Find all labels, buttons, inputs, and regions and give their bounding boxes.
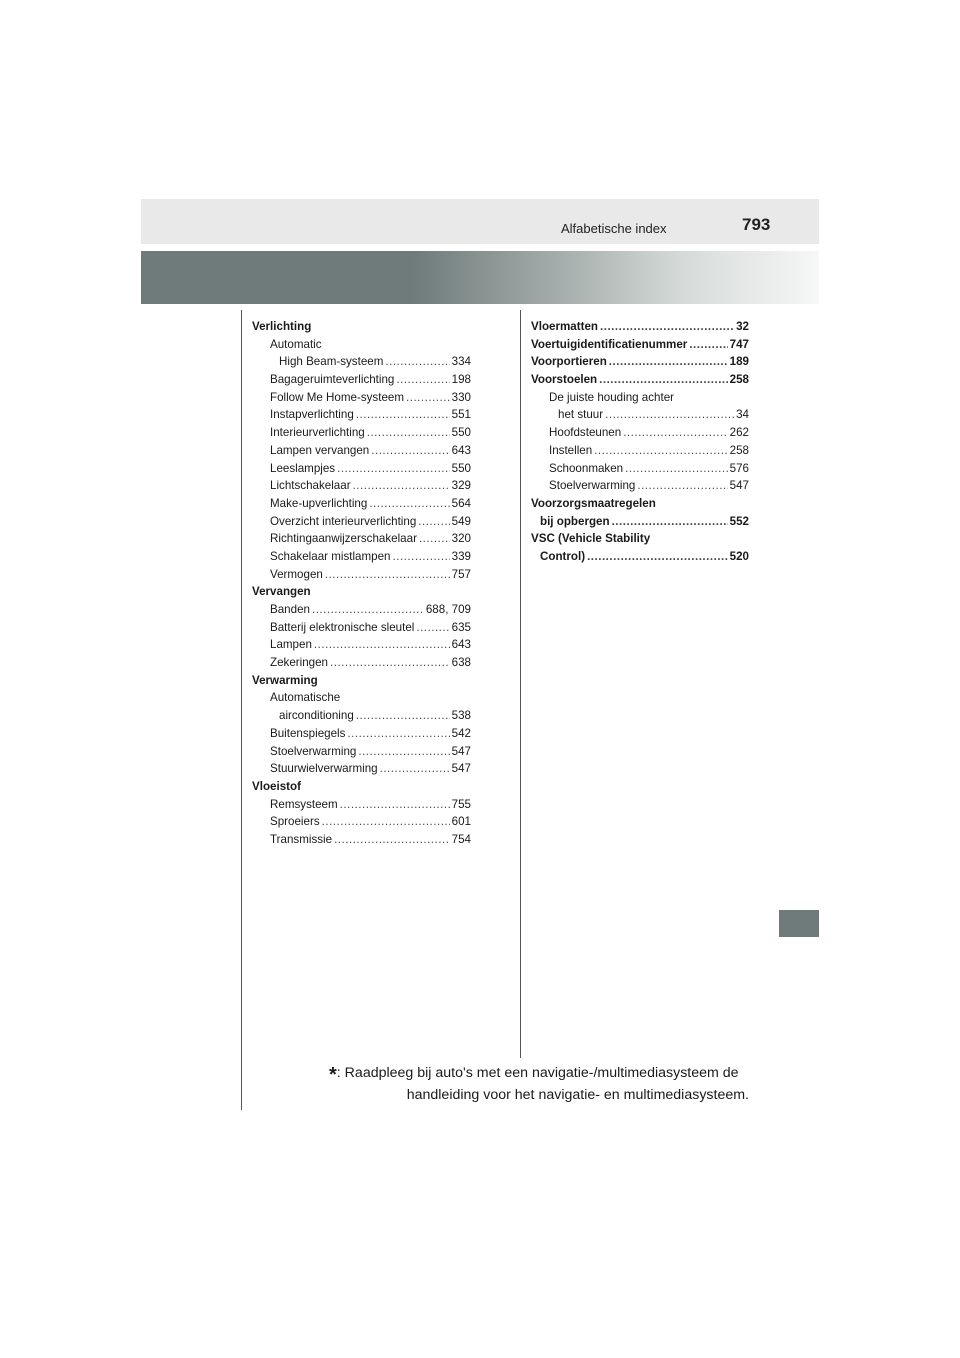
index-term: Voorportieren	[531, 355, 607, 369]
footnote	[329, 1063, 749, 1105]
index-page-ref: 320	[451, 532, 471, 546]
dot-leader	[312, 601, 424, 619]
index-page-ref: 747	[729, 337, 749, 351]
index-entry	[252, 725, 471, 743]
footnote-line-2: handleiding voor het navigatie- en multimediasysteem.	[406, 1087, 749, 1103]
index-entry	[252, 831, 471, 849]
index-entry	[252, 566, 471, 584]
index-page-ref: 552	[729, 514, 749, 528]
index-page-ref: 643	[451, 638, 471, 652]
index-entry	[252, 477, 471, 495]
index-term: Sproeiers	[270, 815, 320, 829]
index-page-ref: 538	[451, 709, 471, 723]
dot-leader	[623, 424, 727, 442]
index-term: Vloeistof	[252, 779, 301, 793]
index-entry	[531, 530, 749, 548]
index-term: Bagageruimteverlichting	[270, 373, 395, 387]
index-page-ref: 189	[729, 355, 749, 369]
index-entry	[252, 583, 471, 601]
index-entry	[252, 672, 471, 690]
index-term: Richtingaanwijzerschakelaar	[270, 532, 417, 546]
index-entry	[531, 318, 749, 336]
index-page-ref: 564	[451, 496, 471, 510]
index-page-ref: 635	[451, 620, 471, 634]
index-entry	[252, 353, 471, 371]
index-page-ref: 547	[451, 762, 471, 776]
index-entry	[252, 460, 471, 478]
index-page-ref: 638	[451, 656, 471, 670]
index-page-ref: 547	[451, 744, 471, 758]
index-entry	[252, 778, 471, 796]
index-term: Stuurwielverwarming	[270, 762, 378, 776]
index-page-ref: 329	[451, 479, 471, 493]
dot-leader	[689, 336, 727, 354]
index-term: Schoonmaken	[549, 461, 624, 475]
index-page-ref: 262	[729, 426, 749, 440]
index-entry	[531, 548, 749, 566]
dot-leader	[325, 566, 450, 584]
index-term: Vermogen	[270, 567, 323, 581]
chapter-side-tab	[779, 910, 819, 937]
index-entry	[531, 460, 749, 478]
index-entry	[252, 654, 471, 672]
dot-leader	[353, 477, 450, 495]
index-term: Instellen	[549, 443, 593, 457]
left-margin-rule	[241, 310, 242, 1110]
dot-leader	[396, 371, 449, 389]
index-term: Voertuigidentificatienummer	[531, 337, 688, 351]
section-title: Alfabetische index	[561, 221, 667, 236]
header-band	[141, 199, 819, 244]
index-entry	[531, 513, 749, 531]
dot-leader	[330, 654, 450, 672]
index-entry	[252, 530, 471, 548]
index-entry	[531, 442, 749, 460]
index-page-ref: 258	[729, 443, 749, 457]
index-page-ref: 688, 709	[425, 603, 471, 616]
footnote-marker: *	[329, 1064, 337, 1086]
index-term: De juiste houding achter	[549, 390, 675, 404]
index-page-ref: 32	[736, 320, 749, 333]
index-page-ref: 339	[451, 549, 471, 563]
index-page-ref: 547	[729, 479, 749, 493]
index-term: Voorstoelen	[531, 373, 598, 387]
index-page-ref: 757	[451, 567, 471, 581]
index-term: Remsysteem	[270, 797, 338, 811]
index-entry	[252, 442, 471, 460]
index-entry	[252, 689, 471, 707]
index-entry	[252, 424, 471, 442]
index-entry	[531, 336, 749, 354]
dot-leader	[406, 389, 450, 407]
index-term: Voorzorgsmaatregelen	[531, 496, 656, 510]
index-page-ref: 755	[451, 797, 471, 811]
index-entry	[252, 619, 471, 637]
dot-leader	[334, 831, 450, 849]
index-page-ref: 643	[451, 443, 471, 457]
dot-leader	[385, 353, 449, 371]
index-entry	[531, 495, 749, 513]
decorative-gradient-bar	[141, 251, 819, 304]
dot-leader	[347, 725, 449, 743]
index-term: Buitenspiegels	[270, 726, 346, 740]
index-entry	[252, 813, 471, 831]
index-term: Lampen vervangen	[270, 443, 370, 457]
index-term: Hoofdsteunen	[549, 426, 622, 440]
index-entry	[252, 336, 471, 354]
index-column-right	[531, 318, 749, 566]
index-page-ref: 334	[451, 355, 471, 369]
dot-leader	[416, 619, 449, 637]
column-divider	[520, 310, 521, 1058]
index-term: Stoelverwarming	[549, 479, 636, 493]
dot-leader	[637, 477, 727, 495]
index-page-ref: 542	[451, 726, 471, 740]
index-term: Stoelverwarming	[270, 744, 357, 758]
index-term: Lampen	[270, 638, 312, 652]
index-term: Schakelaar mistlampen	[270, 549, 391, 563]
dot-leader	[419, 530, 450, 548]
index-term: Lichtschakelaar	[270, 479, 351, 493]
index-page-ref: 258	[729, 373, 749, 387]
index-page-ref: 520	[729, 549, 749, 563]
index-entry	[252, 601, 471, 619]
dot-leader	[594, 442, 727, 460]
dot-leader	[314, 636, 450, 654]
index-page-ref: 198	[451, 373, 471, 387]
dot-leader	[600, 318, 734, 336]
dot-leader	[393, 548, 450, 566]
index-term: bij opbergen	[540, 514, 610, 528]
index-term: Verwarming	[252, 673, 318, 687]
index-entry	[252, 406, 471, 424]
index-entry	[252, 318, 471, 336]
dot-leader	[612, 513, 728, 531]
index-term: het stuur	[558, 408, 604, 422]
dot-leader	[587, 548, 728, 566]
index-term: Interieurverlichting	[270, 426, 365, 440]
dot-leader	[322, 813, 450, 831]
index-page-ref: 754	[451, 832, 471, 846]
dot-leader	[625, 460, 728, 478]
index-term: Automatic	[270, 337, 322, 351]
index-term: Control)	[540, 549, 586, 563]
index-term: VSC (Vehicle Stability	[531, 532, 651, 546]
index-term: Automatische	[270, 691, 341, 705]
dot-leader	[599, 371, 728, 389]
index-entry	[252, 389, 471, 407]
dot-leader	[358, 743, 449, 761]
index-entry	[531, 353, 749, 371]
index-page-ref: 330	[451, 390, 471, 404]
index-entry	[531, 424, 749, 442]
index-term: Make-upverlichting	[270, 496, 368, 510]
index-term: High Beam-systeem	[279, 355, 384, 369]
index-entry	[252, 743, 471, 761]
footnote-line-1: : Raadpleeg bij auto's met een navigatie-/multimediasysteem de	[336, 1065, 739, 1081]
dot-leader	[418, 513, 449, 531]
dot-leader	[356, 707, 450, 725]
dot-leader	[340, 796, 450, 814]
page-number: 793	[742, 215, 771, 234]
index-term: Zekeringen	[270, 656, 329, 670]
index-entry	[531, 371, 749, 389]
index-entry	[252, 760, 471, 778]
index-page-ref: 601	[451, 815, 471, 829]
index-entry	[252, 548, 471, 566]
dot-leader	[337, 460, 450, 478]
index-term: Instapverlichting	[270, 408, 354, 422]
index-page-ref: 549	[451, 514, 471, 528]
index-entry	[531, 389, 749, 407]
dot-leader	[356, 406, 450, 424]
index-column-left	[252, 318, 471, 849]
index-term: Vervangen	[252, 585, 311, 599]
index-page-ref: 34	[736, 408, 749, 422]
index-entry	[531, 477, 749, 495]
index-term: Vloermatten	[531, 320, 599, 333]
dot-leader	[371, 442, 449, 460]
index-page-ref: 551	[451, 408, 471, 422]
index-term: Verlichting	[252, 320, 312, 333]
index-entry	[252, 513, 471, 531]
index-page-ref: 550	[451, 426, 471, 440]
dot-leader	[369, 495, 449, 513]
index-term: Follow Me Home-systeem	[270, 390, 405, 404]
index-entry	[252, 707, 471, 725]
index-term: Overzicht interieurverlichting	[270, 514, 417, 528]
index-term: Leeslampjes	[270, 461, 336, 475]
index-entry	[252, 796, 471, 814]
dot-leader	[380, 760, 450, 778]
index-entry	[252, 636, 471, 654]
dot-leader	[609, 353, 728, 371]
index-page-ref: 576	[729, 461, 749, 475]
index-page-ref: 550	[451, 461, 471, 475]
dot-leader	[367, 424, 450, 442]
index-term: airconditioning	[279, 709, 354, 723]
dot-leader	[605, 406, 734, 424]
index-term: Transmissie	[270, 832, 333, 846]
index-term: Banden	[270, 603, 310, 616]
index-entry	[531, 406, 749, 424]
index-entry	[252, 371, 471, 389]
index-entry	[252, 495, 471, 513]
index-term: Batterij elektronische sleutel	[270, 620, 415, 634]
